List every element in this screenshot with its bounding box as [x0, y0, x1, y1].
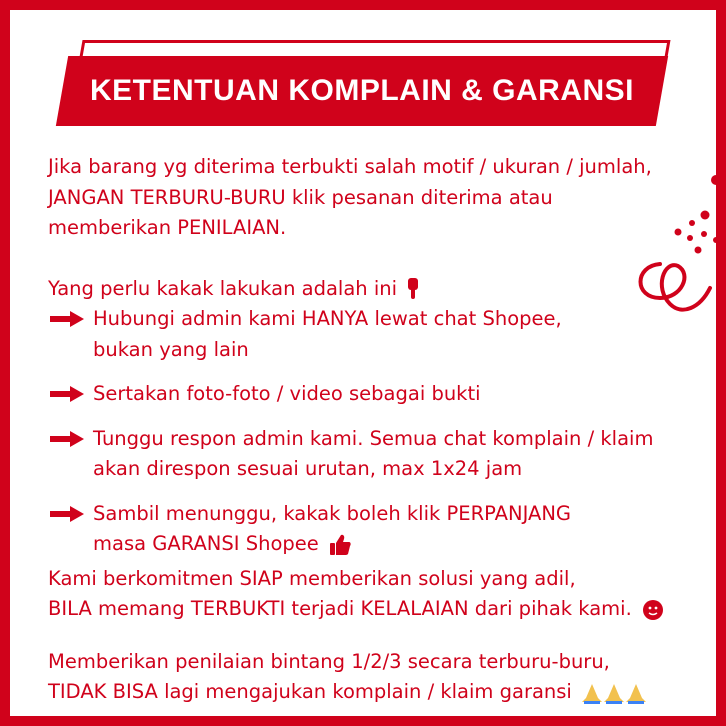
step-item	[48, 499, 698, 560]
intro-line: JANGAN TERBURU-BURU klik pesanan diterima atau	[48, 185, 553, 209]
card	[10, 10, 716, 716]
pointing-down-icon	[406, 277, 420, 301]
right-arrow-icon	[50, 311, 84, 327]
content	[48, 152, 698, 708]
intro-line: Jika barang yg diterima terbukti salah motif / ukuran / jumlah,	[48, 155, 652, 178]
commitment-line: BILA memang TERBUKTI terjadi KELALAIAN dari pihak kami.	[48, 597, 632, 620]
step-item	[48, 304, 698, 365]
step-text: bukan yang lain	[93, 337, 249, 361]
step-last-line	[93, 529, 698, 560]
step-text: Sertakan foto-foto / video sebagai bukti	[93, 382, 481, 405]
right-arrow-icon	[50, 431, 84, 447]
commitment-line-wrap	[48, 594, 698, 625]
steps-intro	[48, 274, 698, 305]
step-text: Hubungi admin kami HANYA lewat chat Shopee,	[93, 307, 562, 330]
warning-line: Memberikan penilaian bintang 1/2/3 secara terburu-buru,	[48, 649, 610, 673]
step-item	[48, 424, 698, 485]
step-text: akan direspon sesuai urutan, max 1x24 jam	[93, 457, 523, 480]
intro-line: memberikan PENILAIAN.	[48, 216, 287, 239]
praying-hands-icon	[581, 682, 647, 704]
warning-line: TIDAK BISA lagi mengajukan komplain / klaim garansi	[48, 680, 572, 703]
step-text: masa GARANSI Shopee	[93, 532, 319, 555]
right-arrow-icon	[50, 506, 84, 522]
step-text: Sambil menunggu, kakak boleh klik PERPANJANG	[93, 501, 572, 525]
thumbs-up-icon	[328, 533, 352, 557]
step-text: Tunggu respon admin kami. Semua chat komplain / klaim	[93, 426, 654, 450]
right-arrow-icon	[50, 386, 84, 402]
header-banner	[58, 32, 678, 136]
page-title: KETENTUAN KOMPLAIN & GARANSI	[90, 74, 634, 107]
step-item	[48, 379, 698, 410]
warning-line-wrap	[48, 677, 698, 708]
face-icon	[641, 598, 665, 622]
commitment-line: Kami berkomitmen SIAP memberikan solusi yang adil,	[48, 566, 576, 590]
steps-intro-text: Yang perlu kakak lakukan adalah ini	[48, 276, 398, 300]
